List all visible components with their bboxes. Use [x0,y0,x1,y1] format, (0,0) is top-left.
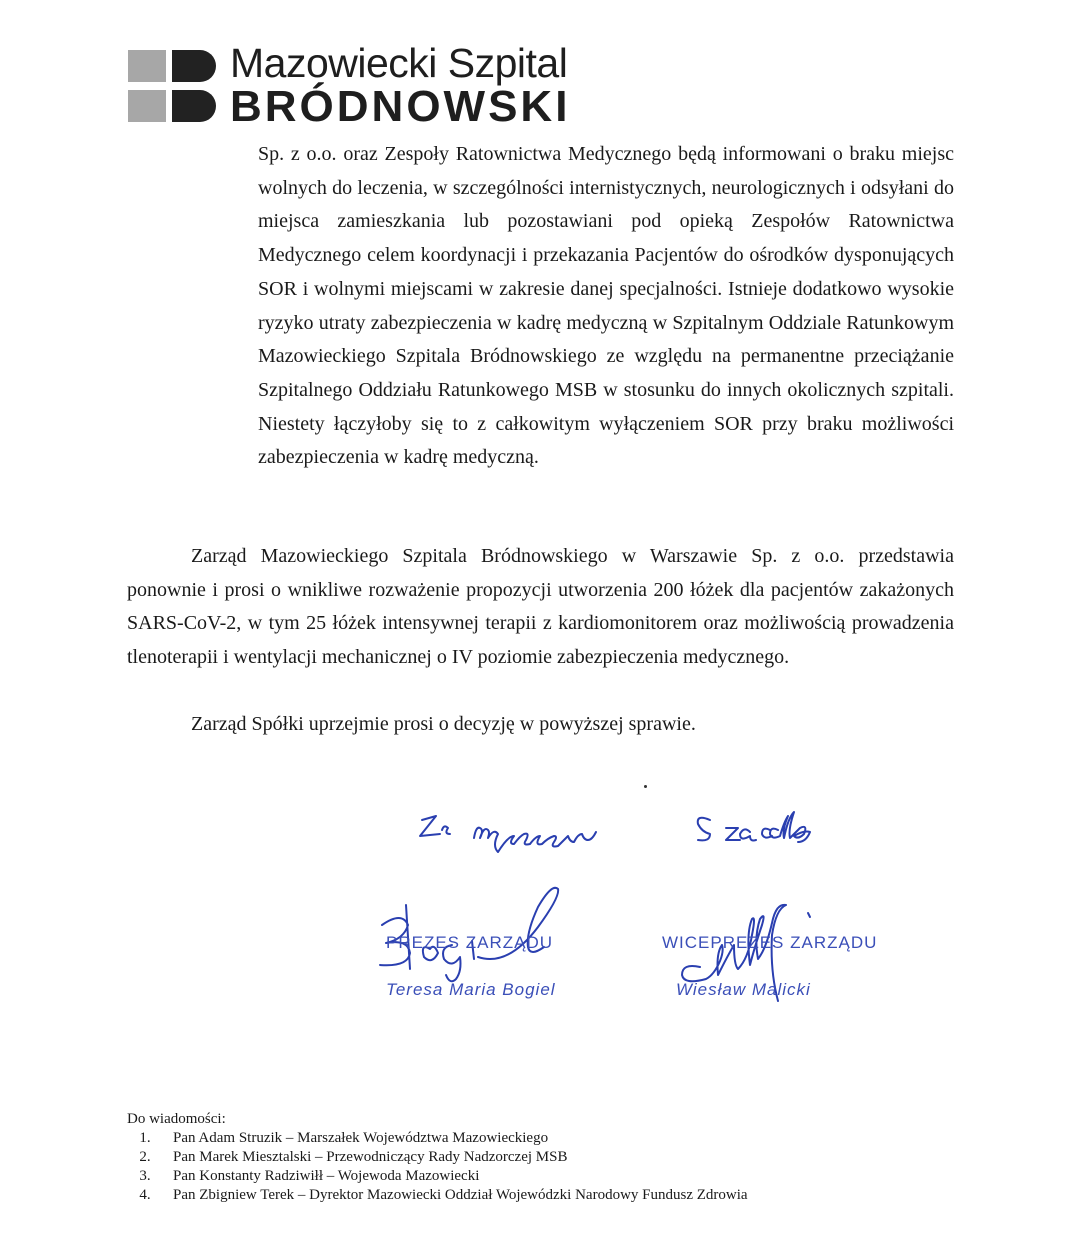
stamp-name-left: Teresa Maria Bogiel [386,980,556,999]
list-item [127,1167,947,1186]
distribution-list [127,1110,947,1205]
handwritten-closing [410,800,890,860]
distribution-items [127,1129,947,1205]
list-item-number: 1. [139,1130,151,1146]
signature-area [350,800,910,1030]
logo-gray-block-top [128,50,166,82]
ink-dot [644,785,647,788]
stamp-title-right: WICEPREZES ZARZĄDU [662,933,878,952]
list-item [127,1129,947,1148]
distribution-heading: Do wiadomości: [127,1111,226,1127]
list-item [127,1186,947,1205]
stamp-title-left: PREZES ZARZĄDU [386,933,554,952]
signature-right [660,895,880,1020]
list-item-number: 4. [139,1187,151,1203]
list-item-text: Pan Marek Miesztalski – Przewodniczący Rady Nadzorczej MSB [173,1149,568,1165]
list-item-text: Pan Adam Struzik – Marszałek Województwa Mazowieckiego [173,1130,549,1146]
body-paragraph-2: Zarząd Mazowieckiego Szpitala Bródnowskiego w Warszawie Sp. z o.o. przedstawia ponownie i prosi o wnikliwe rozważenie propozycji utworzenia 200 łóżek dla pacjentów zakażonych SARS-CoV-2, w tym 25 łóżek intensywnej terapii z kardiomonitorem oraz możliwością prowadzenia tlenoterapii i wentylacji mechanicznej o IV poziomie zabezpieczenia medycznego. [127,545,954,669]
logo-d-mark-bottom [172,90,218,122]
body-paragraph-3: Zarząd Spółki uprzejmie prosi o decyzję w powyższej sprawie. [191,713,696,735]
body-paragraph-1: Sp. z o.o. oraz Zespoły Ratownictwa Medycznego będą informowani o braku miejsc wolnych do leczenia, w szczególności internistycznych, neurologicznych i odsyłani do miejsca zamieszkania lub pozostawiani pod opieką Zespołów Ratownictwa Medycznego celem koordynacji i przekazania Pacjentów do ośrodków dysponujących SOR i wolnymi miejscami w zakresie danej specjalności. Istnieje dodatkowo wysokie ryzyko utraty zabezpieczenia w kadrę medyczną w Szpitalnym Oddziale Ratunkowym Mazowieckiego Szpitala Bródnowskiego ze względu na permanentne przeciążanie Szpitalnego Oddziału Ratunkowego MSB w stosunku do innych okolicznych szpitali. Niestety łączyłoby się to z całkowitym wyłączeniem SOR przy braku możliwości zabezpieczenia w kadrę medyczną. [258,143,954,469]
logo-name-line1: Mazowiecki Szpital [230,40,568,86]
logo-gray-block-bottom [128,90,166,122]
stamp-name-right: Wiesław Malicki [676,980,811,999]
hospital-logo [128,40,598,131]
logo-name-line2: BRÓDNOWSKI [230,82,571,131]
list-item-text: Pan Zbigniew Terek – Dyrektor Mazowiecki Oddział Wojewódzki Narodowy Fundusz Zdrowia [173,1187,748,1203]
logo-d-mark-top [172,50,218,82]
list-item-number: 3. [139,1168,151,1184]
list-item [127,1148,947,1167]
list-item-number: 2. [139,1149,151,1165]
list-item-text: Pan Konstanty Radziwiłł – Wojewoda Mazowiecki [173,1168,480,1184]
